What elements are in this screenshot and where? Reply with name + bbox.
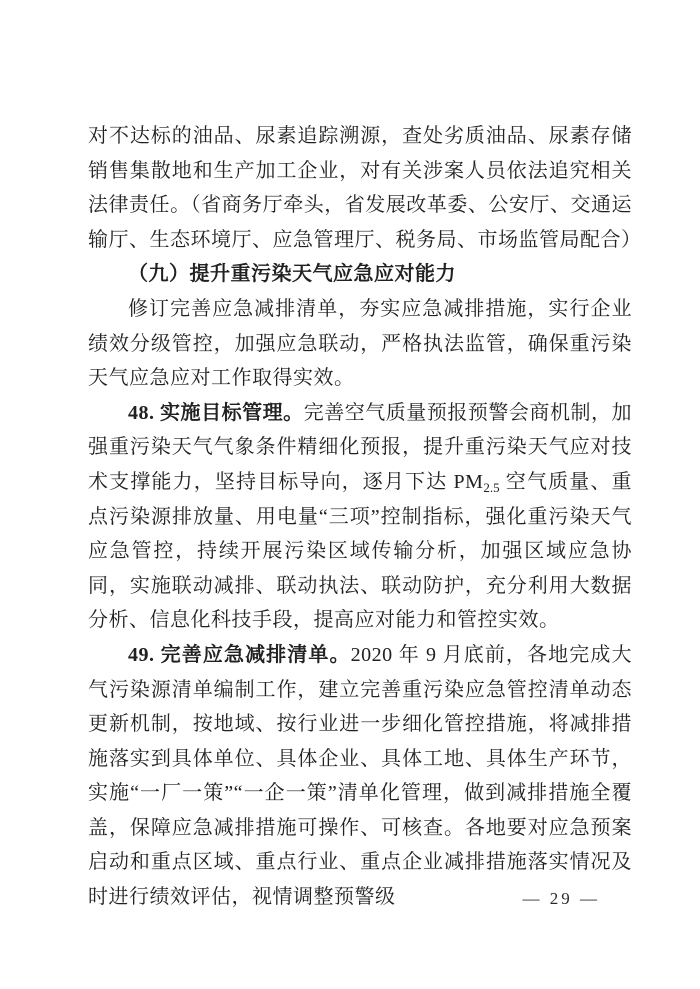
text-run: 空气质量、重点污染源排放量、用电量“三项”控制指标，强化重污染天气应急管控，持续开展污染区域传输分析，加强区域应急协同，实施联动减排、联动执法、联动防护，充分利用大数据分析、信息化科技手段，提高应对能力和管控实效。	[88, 470, 633, 632]
subscript-text: 2.5	[483, 479, 500, 495]
text-run: 2020 年 9 月底前，各地完成大气污染源清单编制工作，建立完善重污染应急管控清单动态更新机制，按地域、按行业进一步细化管控措施，将减排措施落实到具体单位、具体企业、具体工地、具体生产环节，实施“一厂一策”“一企一策”清单化管理，做到减排措施全覆盖，保障应急减排措施可操作、可核查。各地要对应急预案启动和重点区域、重点行业、重点企业减排措施落实情况及时进行绩效评估，视情调整预警级	[88, 643, 633, 909]
page-number: — 29 —	[522, 889, 600, 908]
para-item-49	[88, 638, 632, 915]
para-section-9-intro	[88, 292, 632, 396]
para-item-48	[88, 396, 632, 638]
bold-run: （九）提升重污染天气应急应对能力	[128, 263, 456, 286]
para-continuation	[88, 119, 642, 257]
bold-run: 48. 实施目标管理。	[128, 401, 304, 424]
text-run: 修订完善应急减排清单，夯实应急减排措施，实行企业绩效分级管控，加强应急联动，严格执法监管，确保重污染天气应急应对工作取得实效。	[88, 297, 632, 390]
text-run: 对不达标的油品、尿素追踪溯源，查处劣质油品、尿素存储销售集散地和生产加工企业，对有关涉案人员依法追究相关法律责任。（省商务厅牵头，省发展改革委、公安厅、交通运输厅、生态环境厅、应急管理厅、税务局、市场监管局配合）	[88, 125, 642, 251]
heading-section-9	[88, 257, 632, 292]
bold-run: 49. 完善应急减排清单。	[128, 643, 351, 666]
text-run: 完善空气质量预报预警会商机制，加强重污染天气气象条件精细化预报，提升重污染天气应对技术支撑能力，坚持目标导向，逐月下达 PM	[88, 401, 633, 493]
document-body	[88, 119, 642, 915]
